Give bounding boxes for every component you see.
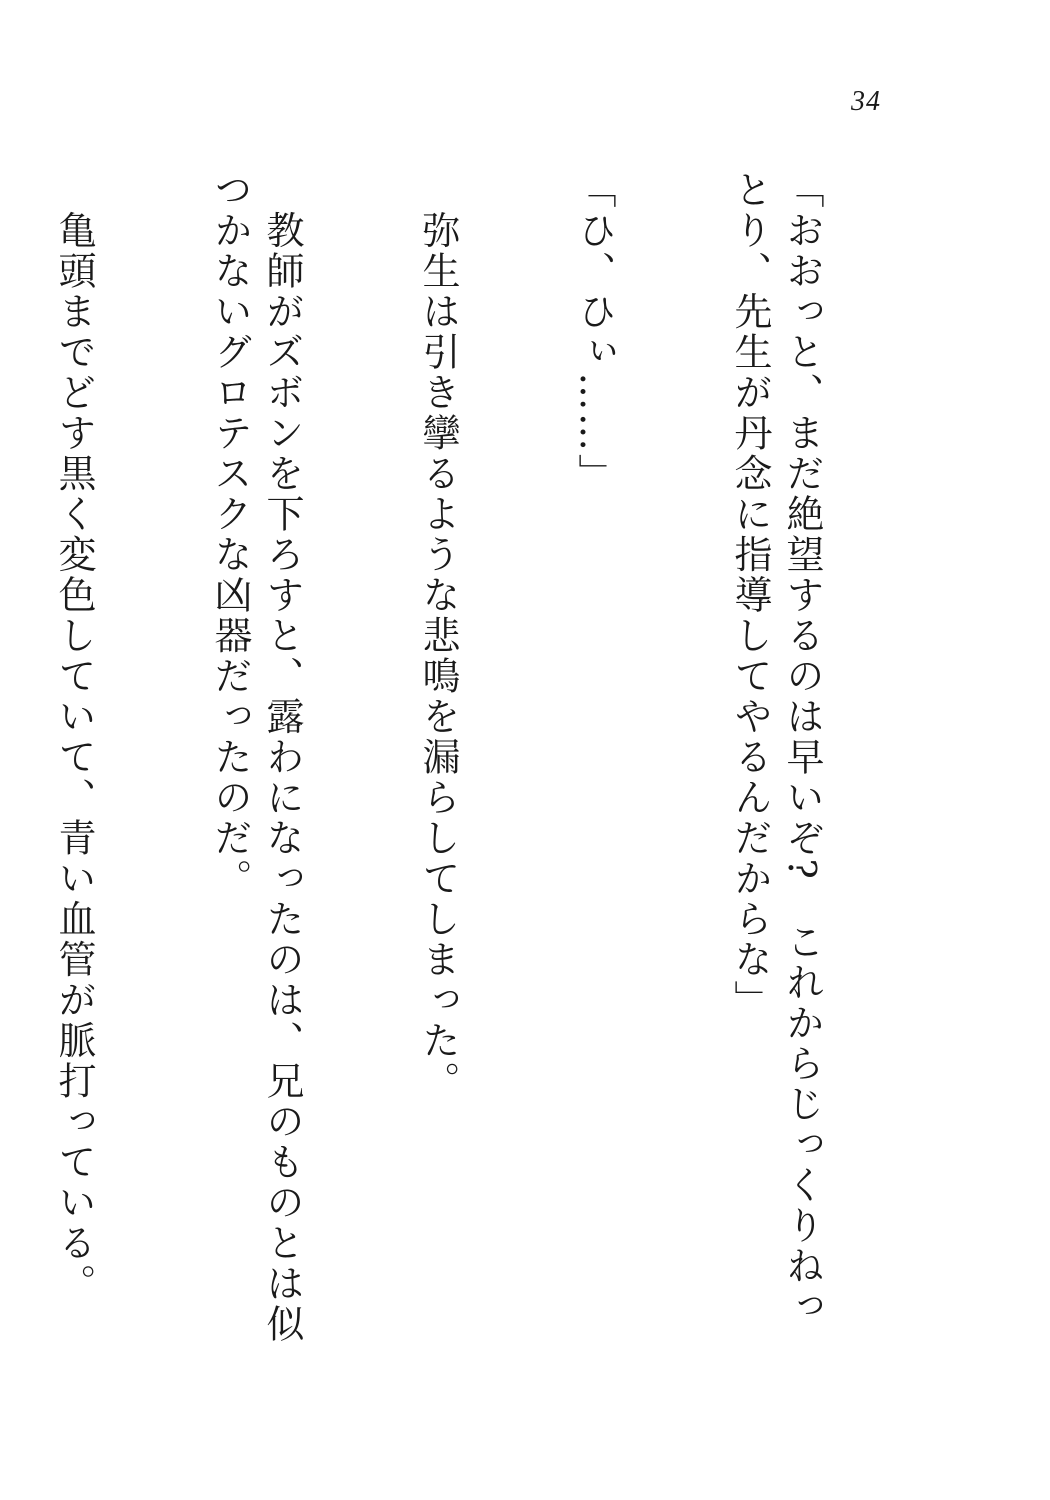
paragraph: 教師がズボンを下ろすと、露わになったのは、兄のものとは似つかないグロテスクな凶器だったのだ。 [208, 170, 304, 1345]
vertical-text-body [52, 170, 932, 1360]
paragraph: 弥生は引き攣るような悲鳴を漏らしてしまった。 [416, 170, 460, 1102]
page-number: 34 [851, 86, 881, 117]
paragraph: 亀頭までどす黒く変色していて、青い血管が脈打っている。 [52, 170, 96, 1304]
paragraph: 「ひ、ひぃ……」 [572, 170, 616, 494]
paragraph: 「おおっと、まだ絶望するのは早いぞ? これからじっくりねっとり、先生が丹念に指導してやるんだからな」 [728, 170, 824, 1327]
